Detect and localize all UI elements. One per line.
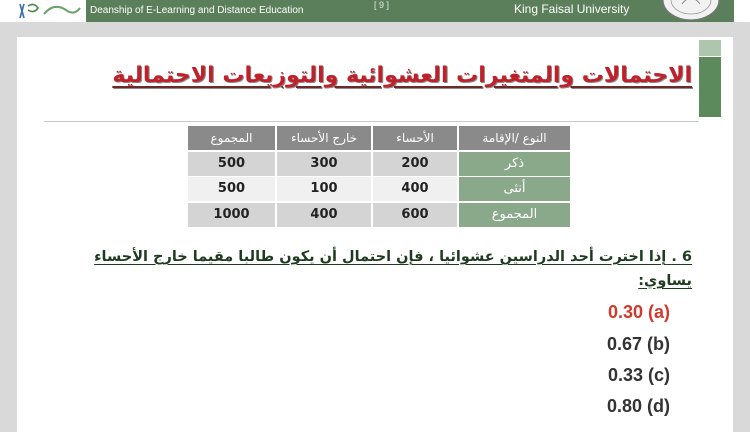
question-text — [52, 245, 692, 293]
elearning-logo-icon — [14, 0, 84, 22]
table-cell: 200 — [373, 152, 457, 176]
option-a[interactable]: 0.30 (a) — [607, 302, 670, 322]
table-header-cell: المجموع — [188, 126, 275, 150]
table-row — [188, 203, 570, 227]
accent-block-light — [699, 40, 721, 56]
table-cell: 600 — [373, 203, 457, 227]
table-cell: 300 — [277, 152, 371, 176]
table-row — [188, 152, 570, 176]
slide-title: الاحتمالات والمتغيرات العشوائية والتوزيعات الاحتمالية — [112, 63, 692, 88]
table-cell: 500 — [188, 177, 275, 201]
question-body: إذا اخترت أحد الدراسين عشوائيا ، فإن احتمال أن يكون طالبا مقيما خارج الأحساء يساوي: — [94, 249, 692, 289]
table-header-cell: خارج الأحساء — [277, 126, 371, 150]
row-label: أنثى — [459, 177, 570, 201]
option-c[interactable]: 0.33 (c) — [607, 365, 670, 385]
table-row — [188, 177, 570, 201]
table-header-cell: النوع /الإقامة — [459, 126, 570, 150]
table-cell: 1000 — [188, 203, 275, 227]
elearning-logo — [12, 0, 86, 22]
question-number: 6 . — [671, 249, 692, 265]
table-cell: 400 — [373, 177, 457, 201]
page-marker: [ 9 ] — [374, 0, 390, 10]
row-label: ذكر — [459, 152, 570, 176]
option-b[interactable]: 0.67 (b) — [606, 334, 670, 354]
table-header-cell: الأحساء — [373, 126, 457, 150]
department-name: Deanship of E-Learning and Distance Education — [90, 5, 304, 16]
university-seal-icon — [660, 0, 722, 22]
table-cell: 100 — [277, 177, 371, 201]
accent-block-dark — [699, 57, 721, 117]
row-label: المجموع — [459, 203, 570, 227]
title-divider — [44, 121, 699, 122]
table-cell: 500 — [188, 152, 275, 176]
option-d[interactable]: 0.80 (d) — [606, 396, 670, 416]
university-name: King Faisal University — [514, 2, 630, 16]
top-header-bar — [0, 0, 750, 22]
table-header-row — [188, 126, 570, 150]
table-cell: 400 — [277, 203, 371, 227]
